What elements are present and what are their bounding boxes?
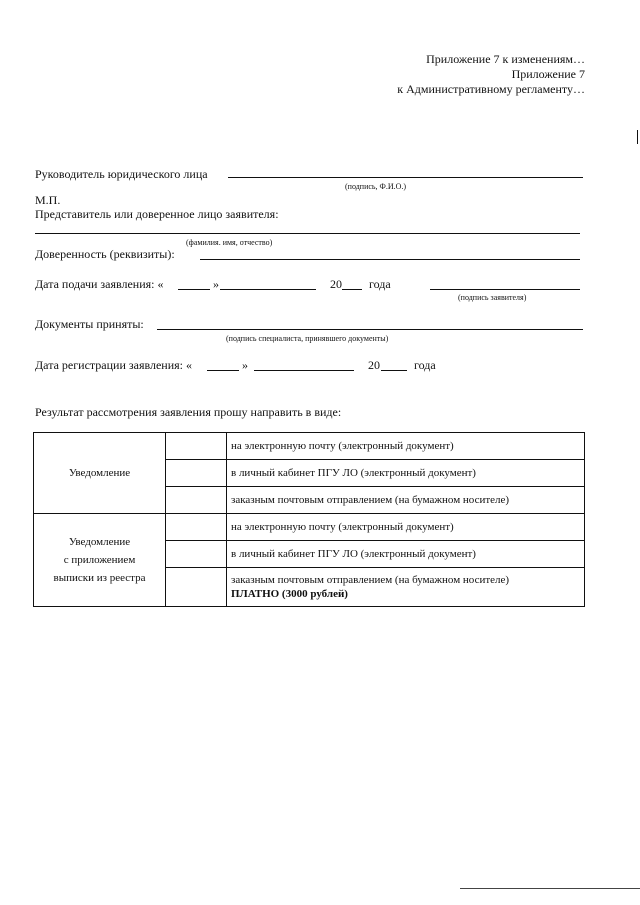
head-hint: (подпись, Ф.И.О.) (345, 182, 407, 191)
option-mail-text: заказным почтовым отправлением (на бумажном носителе) (231, 574, 510, 586)
group-label-line: выписки из реестра (53, 572, 146, 584)
group-notification-with-extract (34, 514, 166, 607)
reg-month-line[interactable] (254, 370, 354, 371)
checkbox-cell[interactable] (166, 460, 227, 487)
submit-year-line[interactable] (342, 289, 362, 290)
scan-bottom-edge (460, 888, 640, 889)
checkbox-cell[interactable] (166, 541, 227, 568)
option-mail-paid (227, 568, 585, 607)
submit-year-suffix: года (369, 277, 391, 291)
checkbox-cell[interactable] (166, 568, 227, 607)
submit-year-prefix: 20 (330, 277, 342, 291)
appendix-line-1: Приложение 7 к изменениям… (426, 52, 585, 66)
checkbox-cell[interactable] (166, 514, 227, 541)
appendix-line-3: к Административному регламенту… (397, 82, 585, 96)
docs-accepted-hint: (подпись специалиста, принявшего документы) (226, 334, 389, 343)
reg-date-prefix: Дата регистрации заявления: « (35, 358, 193, 372)
group-label-line: с приложением (63, 554, 136, 566)
result-options-table (33, 432, 585, 607)
docs-accepted-label: Документы приняты: (35, 317, 144, 331)
option-cabinet: в личный кабинет ПГУ ЛО (электронный документ) (227, 541, 585, 568)
option-mail: заказным почтовым отправлением (на бумажном носителе) (227, 487, 585, 514)
table-row (34, 433, 585, 460)
applicant-signature-line[interactable] (430, 289, 580, 290)
reg-day-line[interactable] (207, 370, 239, 371)
docs-accepted-line[interactable] (157, 329, 583, 330)
poa-line[interactable] (200, 259, 580, 260)
reg-date-mid: » (242, 358, 248, 372)
submit-month-line[interactable] (220, 289, 316, 290)
table-row (34, 514, 585, 541)
submit-date-prefix: Дата подачи заявления: « (35, 277, 164, 291)
head-signature-line[interactable] (228, 177, 583, 178)
option-cabinet: в личный кабинет ПГУ ЛО (электронный документ) (227, 460, 585, 487)
paid-note: ПЛАТНО (3000 рублей) (231, 588, 348, 600)
option-email: на электронную почту (электронный документ) (227, 514, 585, 541)
checkbox-cell[interactable] (166, 487, 227, 514)
group-notification (34, 433, 166, 514)
representative-name-line[interactable] (35, 233, 580, 234)
representative-label: Представитель или доверенное лицо заявителя: (35, 207, 279, 221)
representative-hint: (фамилия. имя, отчество) (186, 238, 273, 247)
stamp-label: М.П. (35, 193, 61, 207)
option-email: на электронную почту (электронный документ) (227, 433, 585, 460)
appendix-line-2: Приложение 7 (511, 67, 585, 81)
reg-year-line[interactable] (381, 370, 407, 371)
applicant-signature-hint: (подпись заявителя) (458, 293, 527, 302)
group-label-line: Уведомление (68, 536, 131, 548)
checkbox-cell[interactable] (166, 433, 227, 460)
reg-year-prefix: 20 (368, 358, 380, 372)
scan-edge-mark (637, 130, 638, 144)
submit-day-line[interactable] (178, 289, 210, 290)
submit-date-mid: » (213, 277, 219, 291)
head-label: Руководитель юридического лица (35, 167, 208, 181)
reg-year-suffix: года (414, 358, 436, 372)
result-title: Результат рассмотрения заявления прошу направить в виде: (35, 405, 342, 419)
group-label: Уведомление (68, 467, 131, 479)
poa-label: Доверенность (реквизиты): (35, 247, 175, 261)
